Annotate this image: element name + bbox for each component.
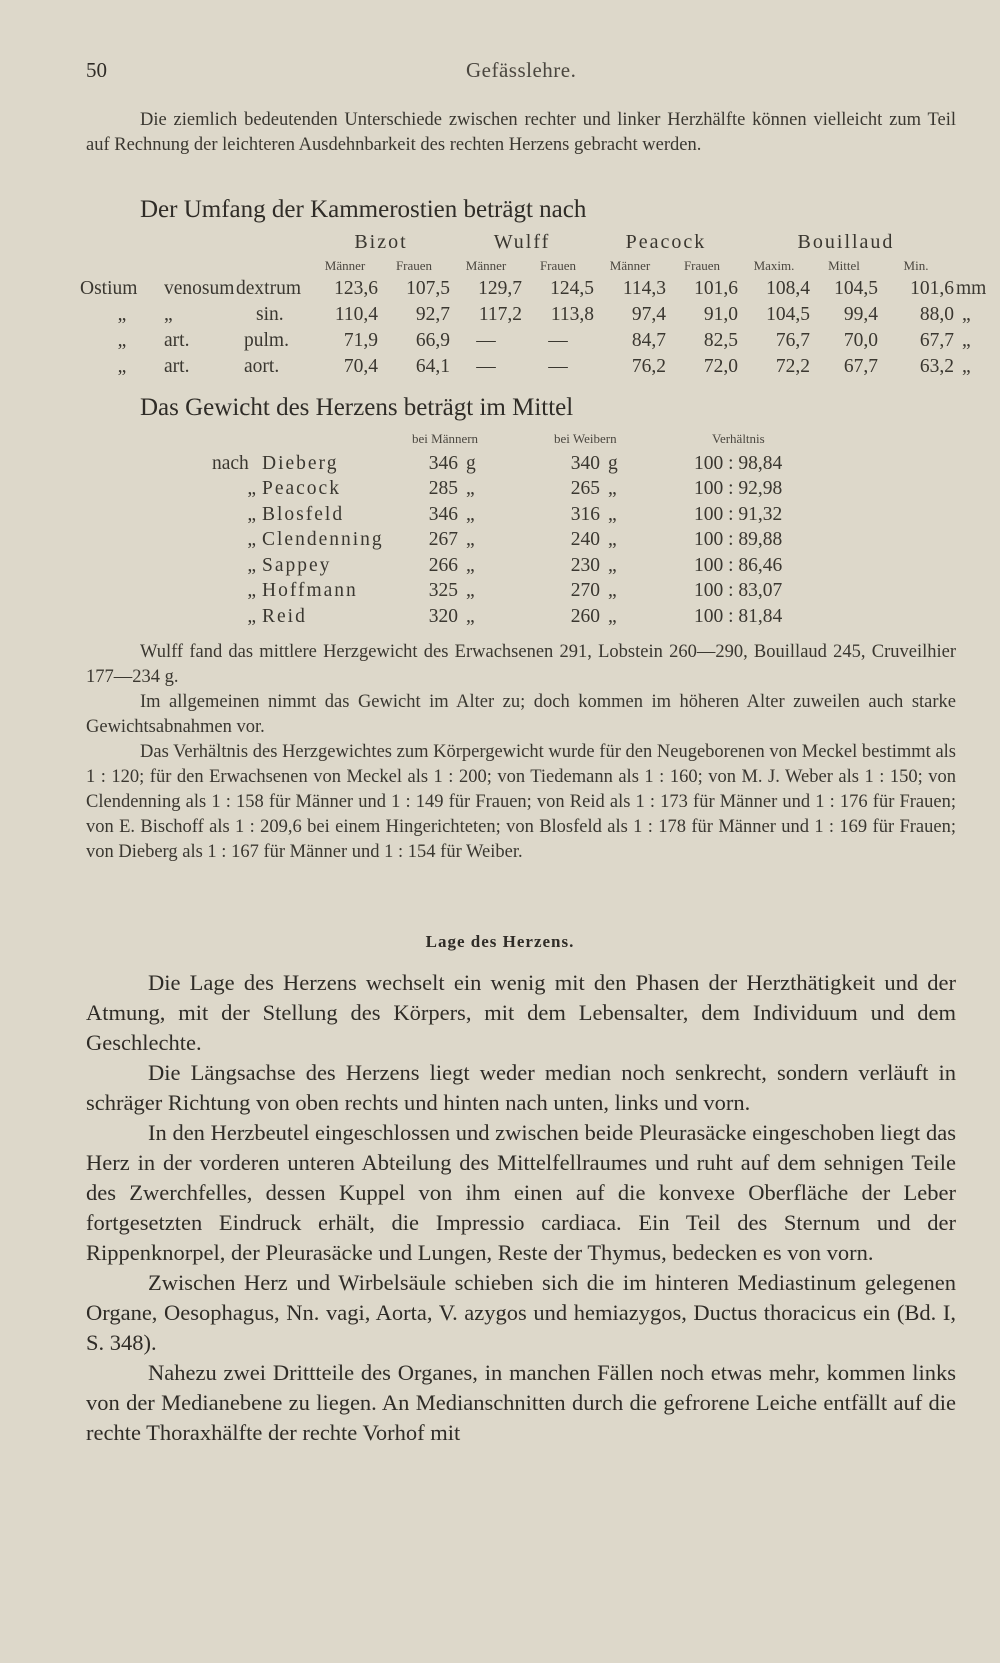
table-row	[212, 502, 834, 528]
subhead: Frauen	[395, 258, 433, 273]
page-number: 50	[86, 58, 107, 82]
row-prefix: „	[247, 503, 256, 525]
table-cell: 123,6	[334, 278, 378, 299]
table-cell: 346	[428, 503, 458, 525]
unit: „	[466, 580, 475, 602]
table-cell: 92,7	[415, 304, 450, 325]
unit: „	[608, 503, 617, 525]
author-name: Reid	[262, 605, 307, 627]
author-name: Hoffmann	[262, 580, 358, 602]
table-cell: 76,2	[631, 356, 666, 377]
note-paragraph: Das Verhältnis des Herzgewichtes zum Körpergewicht wurde für den Neugeborenen von Meckel bestimmt als 1 : 120; für den Erwachsenen von Meckel als 1 : 200; von Tiedemann als 1 : 160; von M. J. Weber als 1 : 150; von Clendenning als 1 : 158 für Männer und 1 : 149 für Frauen; von Reid als 1 : 173 für Männer und 1 : 176 für Frauen; von E. Bischoff als 1 : 209,6 bei einem Hingerichteten; von Blosfeld als 1 : 178 für Männer und 1 : 169 für Frauen; von Dieberg als 1 : 167 für Männer und 1 : 154 für Weiber.	[86, 742, 956, 862]
table-row	[212, 604, 834, 630]
row-prefix: „	[247, 529, 256, 551]
subhead: bei Weibern	[554, 431, 617, 446]
author-name: Dieberg	[262, 452, 339, 474]
body-paragraph: Nahezu zwei Drittteile des Organes, in manchen Fällen noch etwas mehr, kommen links von der Medianebene zu liegen. An Medianschnitten durch die gefrorene Leiche entfällt auf die rechte Thoraxhälfte der rechte Vorhof mit	[86, 1360, 956, 1445]
row-label: Ostium	[80, 278, 138, 299]
table-cell: 117,2	[478, 304, 522, 325]
unit: „	[466, 529, 475, 551]
table-cell: 76,7	[775, 330, 810, 351]
unit: „	[608, 478, 617, 500]
gewicht-heading: Das Gewicht des Herzens beträgt im Mittel	[140, 394, 574, 421]
table-row	[80, 302, 992, 328]
author-name: Clendenning	[262, 529, 384, 551]
table-cell: 71,9	[343, 330, 378, 351]
table-cell: 66,9	[415, 330, 450, 351]
table-cell: 267	[428, 529, 458, 551]
subhead: bei Männern	[412, 431, 479, 446]
table-cell: 230	[570, 554, 600, 576]
author-bouillaud: Bouillaud	[797, 230, 895, 253]
unit: „	[466, 605, 475, 627]
body-paragraph: In den Herzbeutel eingeschlossen und zwischen beide Pleurasäcke eingeschoben liegt das Herz in der vorderen unteren Abteilung des Mittelfellraumes und ruht auf dem sehnigen Teile des Zwerchfelles, dessen Kuppel von ihm einen auf die konvexe Oberfläche der Leber fortgesetzten Eindruck erhält, die Impressio cardiaca. Ein Teil des Sternum und der Rippenknorpel, der Pleurasäcke und Lungen, Reste der Thymus, bedecken es von vorn.	[86, 1120, 956, 1265]
author-bizot: Bizot	[354, 230, 408, 253]
table-cell: 320	[428, 605, 458, 627]
table-cell: 91,0	[703, 304, 738, 325]
table-cell: 70,0	[843, 330, 878, 351]
unit: „	[608, 529, 617, 551]
row-label: „	[117, 304, 127, 325]
unit: „	[466, 503, 475, 525]
table-cell: 97,4	[631, 304, 666, 325]
table-row	[212, 528, 834, 554]
subhead: Männer	[324, 258, 366, 273]
intro-paragraph: Die ziemlich bedeutenden Unterschiede zwischen rechter und linker Herzhälfte können vielleicht zum Teil auf Rechnung der leichteren Ausdehnbarkeit des rechten Herzens gebracht werden.	[86, 110, 956, 155]
table-row	[212, 553, 834, 579]
row-label: art.	[164, 356, 190, 377]
table-cell: 266	[428, 554, 458, 576]
table-cell: —	[476, 356, 496, 377]
table-cell: 67,7	[919, 330, 954, 351]
row-label: aort.	[244, 356, 280, 377]
table-cell: 110,4	[334, 304, 378, 325]
table-row	[80, 276, 992, 302]
unit: g	[608, 452, 618, 474]
table-cell: 104,5	[766, 304, 810, 325]
unit: „	[962, 356, 971, 377]
table-cell: 113,8	[550, 304, 594, 325]
table-cell: 104,5	[834, 278, 878, 299]
section-title: Lage des Herzens.	[425, 932, 575, 951]
ratio-cell: 100 : 86,46	[694, 554, 783, 576]
table-cell: 67,7	[843, 356, 878, 377]
table-cell: 72,2	[775, 356, 810, 377]
table-row	[212, 451, 834, 477]
unit: „	[608, 580, 617, 602]
row-prefix: nach	[212, 452, 249, 474]
subhead: Männer	[609, 258, 651, 273]
row-label: „	[117, 356, 127, 377]
gewicht-table	[212, 427, 834, 630]
table-cell: 64,1	[415, 356, 450, 377]
table-cell: 107,5	[406, 278, 450, 299]
ratio-cell: 100 : 83,07	[694, 580, 783, 602]
table-cell: 63,2	[919, 356, 954, 377]
ratio-cell: 100 : 81,84	[694, 605, 783, 627]
section-body	[86, 968, 956, 1448]
table-cell: 84,7	[631, 330, 666, 351]
unit: „	[466, 478, 475, 500]
table-cell: 70,4	[343, 356, 378, 377]
row-label: venosum	[164, 278, 235, 299]
note-paragraph: Im allgemeinen nimmt das Gewicht im Alter zu; doch kommen im höheren Alter zuweilen auch starke Gewichtsabnahmen vor.	[86, 692, 956, 737]
table-cell: 325	[428, 580, 458, 602]
subhead: Maxim.	[753, 258, 795, 273]
subhead: Männer	[465, 258, 507, 273]
table-cell: 88,0	[919, 304, 954, 325]
subhead: Verhältnis	[712, 431, 765, 446]
subhead: Min.	[903, 258, 929, 273]
intro-paragraph-block	[86, 108, 956, 158]
unit: mm	[956, 278, 987, 299]
table-cell: 129,7	[478, 278, 522, 299]
gewicht-subheader-row	[212, 427, 834, 451]
ratio-cell: 100 : 92,98	[694, 478, 783, 500]
row-prefix: „	[247, 580, 256, 602]
umfang-heading: Der Umfang der Kammerostien beträgt nach	[140, 196, 587, 223]
ratio-cell: 100 : 89,88	[694, 529, 783, 551]
table-cell: —	[548, 356, 568, 377]
unit: „	[608, 605, 617, 627]
table-cell: 340	[570, 452, 600, 474]
table-cell: 108,4	[766, 278, 810, 299]
table-cell: —	[476, 330, 496, 351]
umfang-subheader-row	[80, 256, 992, 276]
ratio-cell: 100 : 98,84	[694, 452, 783, 474]
author-name: Sappey	[262, 554, 332, 576]
umfang-table	[80, 228, 992, 380]
table-cell: 114,3	[622, 278, 666, 299]
unit: g	[466, 452, 476, 474]
table-cell: 99,4	[843, 304, 878, 325]
umfang-author-row	[80, 228, 992, 256]
table-row	[80, 354, 992, 380]
body-paragraph: Die Längsachse des Herzens liegt weder median noch senkrecht, sondern verläuft in schräger Richtung von oben rechts und hinten nach unten, links und vorn.	[86, 1060, 956, 1115]
author-name: Peacock	[262, 478, 341, 500]
row-label: „	[164, 304, 173, 325]
unit: „	[608, 554, 617, 576]
table-cell: 240	[570, 529, 600, 551]
subhead: Mittel	[828, 258, 860, 273]
row-label: pulm.	[244, 330, 289, 351]
table-cell: 82,5	[703, 330, 738, 351]
table-cell: 265	[570, 478, 600, 500]
table-row	[212, 579, 834, 605]
row-label: „	[117, 330, 127, 351]
table-row	[80, 328, 992, 354]
author-peacock: Peacock	[625, 230, 707, 253]
table-cell: 285	[428, 478, 458, 500]
row-label: dextrum	[236, 278, 301, 299]
table-cell: 124,5	[550, 278, 594, 299]
row-label: sin.	[256, 304, 284, 325]
table-cell: 260	[570, 605, 600, 627]
notes-block	[86, 640, 956, 865]
subhead: Frauen	[683, 258, 721, 273]
unit: „	[466, 554, 475, 576]
subhead: Frauen	[539, 258, 577, 273]
running-title: Gefässlehre.	[466, 58, 577, 82]
author-name: Blosfeld	[262, 503, 345, 525]
note-paragraph: Wulff fand das mittlere Herzgewicht des Erwachsenen 291, Lobstein 260—290, Bouillaud 245, Cruveilhier 177—234 g.	[86, 642, 956, 687]
body-paragraph: Die Lage des Herzens wechselt ein wenig mit den Phasen der Herzthätigkeit und der Atmung, mit der Stellung des Körpers, mit dem Lebensalter, dem Individuum und dem Geschlechte.	[86, 970, 956, 1055]
table-row	[212, 477, 834, 503]
row-prefix: „	[247, 478, 256, 500]
row-prefix: „	[247, 554, 256, 576]
row-label: art.	[164, 330, 190, 351]
table-cell: 101,6	[910, 278, 954, 299]
body-paragraph: Zwischen Herz und Wirbelsäule schieben sich die im hinteren Mediastinum gelegenen Organe, Oesophagus, Nn. vagi, Aorta, V. azygos und hemiazygos, Ductus thoracicus ein (Bd. I, S. 348).	[86, 1270, 956, 1355]
author-wulff: Wulff	[493, 230, 551, 253]
table-cell: 346	[428, 452, 458, 474]
table-cell: 101,6	[694, 278, 738, 299]
table-cell: 270	[570, 580, 600, 602]
table-cell: —	[548, 330, 568, 351]
ratio-cell: 100 : 91,32	[694, 503, 783, 525]
unit: „	[962, 330, 971, 351]
row-prefix: „	[247, 605, 256, 627]
unit: „	[962, 304, 971, 325]
table-cell: 316	[570, 503, 600, 525]
table-cell: 72,0	[703, 356, 738, 377]
